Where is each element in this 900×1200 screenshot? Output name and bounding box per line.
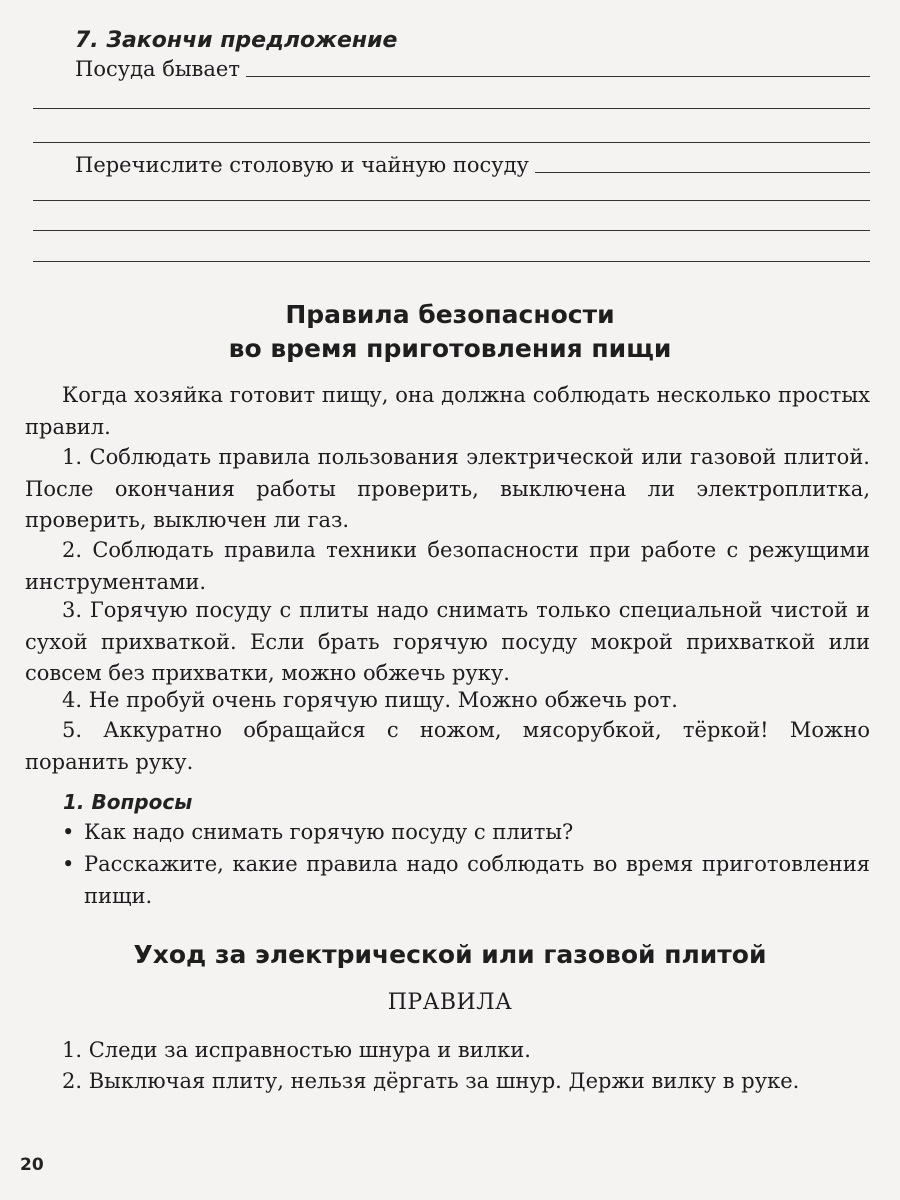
task-7-title: 7. Закончи предложение [75,28,398,53]
stove-rule-2: 2. Выключая плиту, нельзя дёргать за шнур. Держи вилку в руке. [62,1069,800,1093]
prompt-list-dishes: Перечислите столовую и чайную посуду [75,153,529,177]
safety-rule-3: 3. Горячую посуду с плиты надо снимать только специальной чистой и сухой прихваткой. Если брать горячую посуду мокрой прихваткой или совсем без прихватки, можно обжечь руку. [25,598,870,685]
question-text: Как надо снимать горячую посуду с плиты? [84,820,574,844]
stove-heading: Уход за электрической или газовой плитой [133,940,767,969]
fill-row-dishes-types [75,52,870,82]
answer-line[interactable] [33,261,870,262]
answer-line[interactable] [33,108,870,109]
questions-title: 1. Вопросы [63,790,193,814]
safety-intro: Когда хозяйка готовит пищу, она должна соблюдать несколько простых правил. [25,383,870,439]
fill-row-list-dishes [75,148,870,178]
bullet-icon: • [62,852,75,876]
safety-heading-line2: во время приготовления пищи [228,334,672,363]
page-number: 20 [20,1155,44,1175]
answer-line[interactable] [33,142,870,143]
safety-rule-4: 4. Не пробуй очень горячую пищу. Можно обжечь рот. [62,688,678,712]
prompt-dishes-types: Посуда бывает [75,57,240,81]
safety-rule-1: 1. Соблюдать правила пользования электрической или газовой плитой. После окончания работы проверить, выключена ли электроплитка, проверить, выключен ли газ. [25,445,870,532]
answer-line[interactable] [246,76,870,77]
question-item [62,817,870,849]
question-text: Расскажите, какие правила надо соблюдать во время приготовления пищи. [84,852,870,908]
safety-rule-5: 5. Аккуратно обращайся с ножом, мясорубкой, тёркой! Можно поранить руку. [25,718,870,774]
safety-rule-2: 2. Соблюдать правила техники безопасности при работе с режущими инструментами. [25,538,870,594]
safety-heading-line1: Правила безопасности [285,300,615,329]
rules-title: ПРАВИЛА [387,990,513,1015]
answer-line[interactable] [535,172,870,173]
bullet-icon: • [62,820,75,844]
question-item [62,849,870,912]
stove-rule-1: 1. Следи за исправностью шнура и вилки. [62,1038,531,1062]
answer-line[interactable] [33,200,870,201]
answer-line[interactable] [33,230,870,231]
